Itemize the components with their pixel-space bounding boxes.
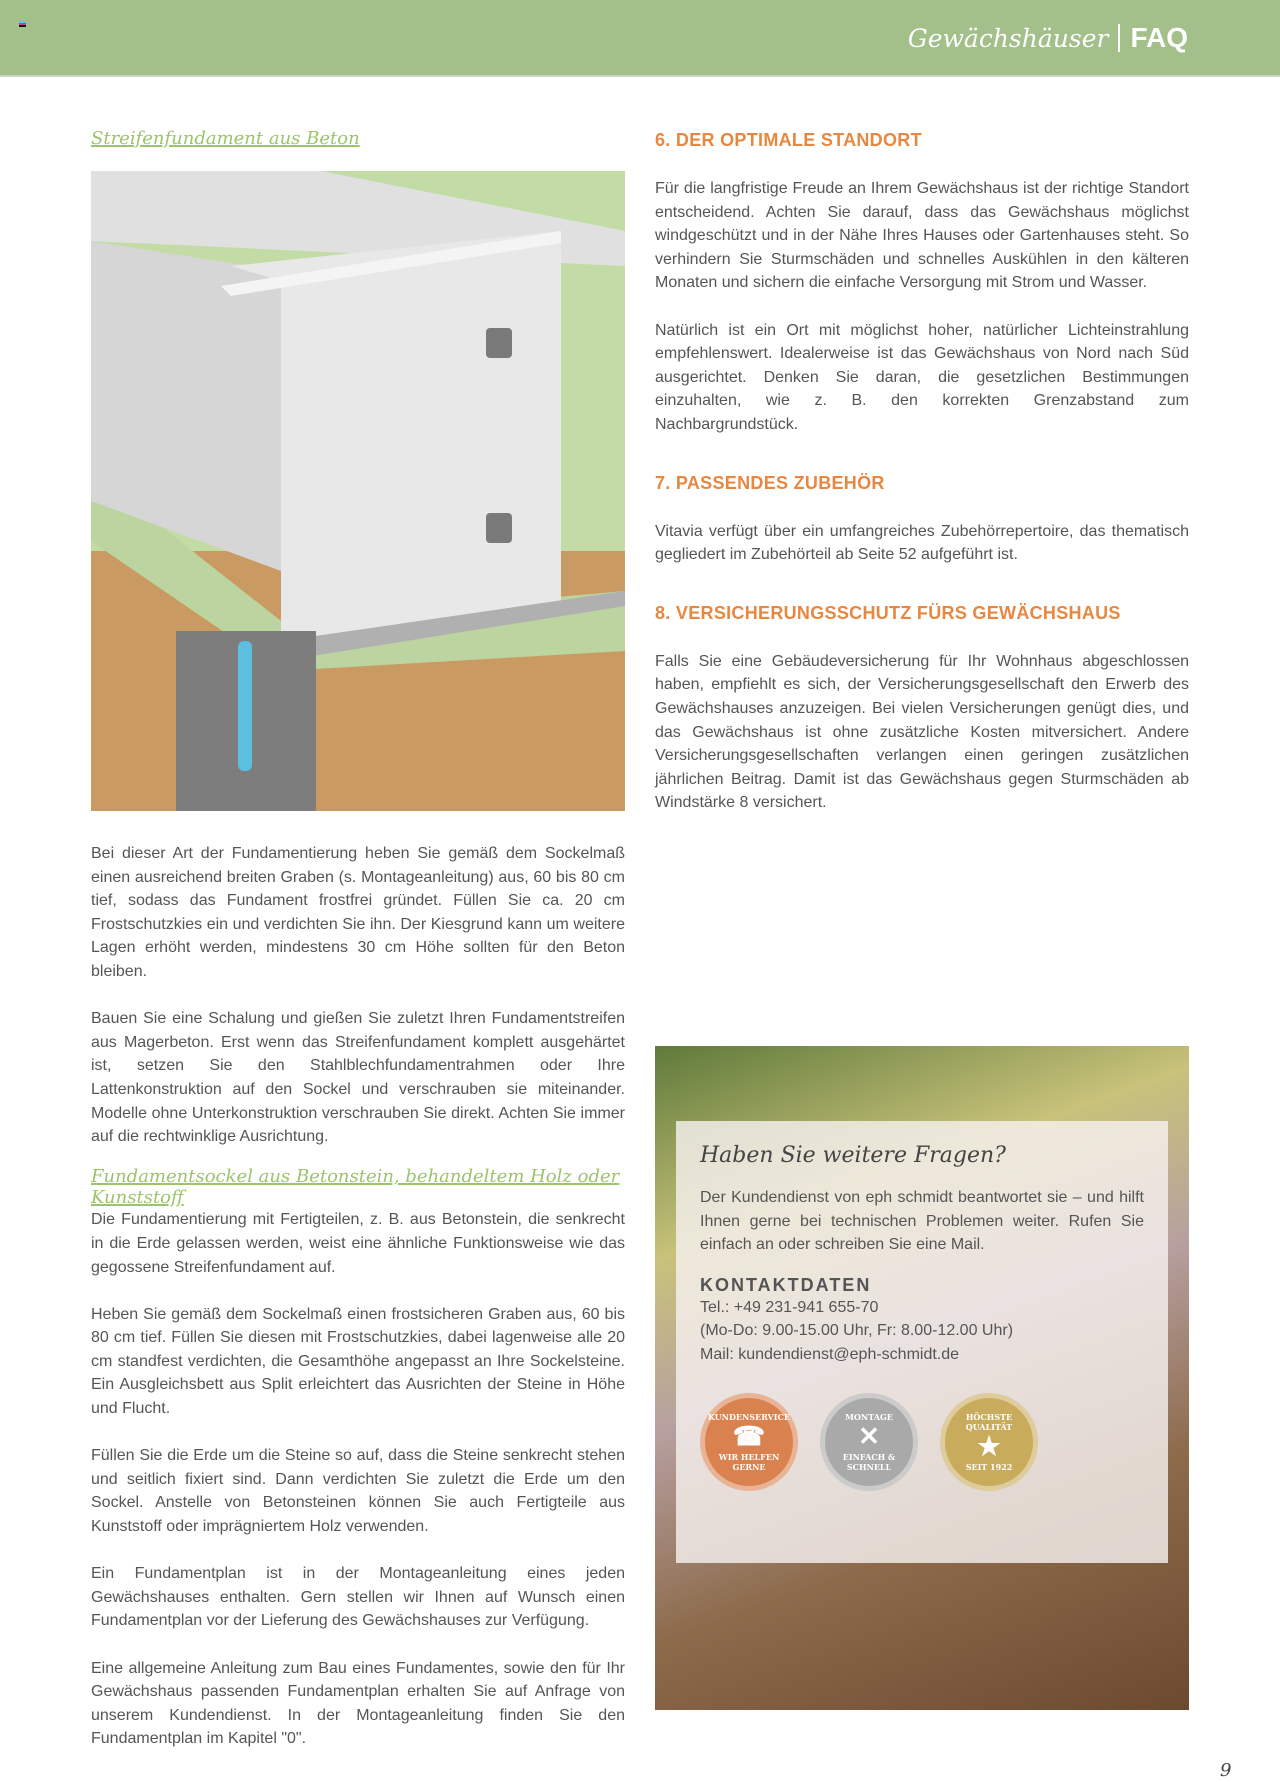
paragraph: Natürlich ist ein Ort mit möglichst hoher, natürlicher Lichteinstrahlung empfehlenswert. Idealerweise ist das Gewächshaus von Nord nach Süd ausgerichtet. Denken Sie daran, die gesetzlichen Bestimmungen einzuhalten, wie z. B. den korrekten Grenzabstand zum Nachbargrundstück. <box>655 321 1189 433</box>
qualitaet-badge <box>940 1393 1038 1491</box>
contact-title: Haben Sie weitere Fragen? <box>700 1143 1006 1168</box>
tools-icon: ✕ <box>858 1421 880 1452</box>
page-header <box>0 0 1280 77</box>
header-title <box>908 22 1188 54</box>
paragraph: Bauen Sie eine Schalung und gießen Sie zuletzt Ihren Fundamentstreifen aus Magerbeton. Erst wenn das Streifenfundament komplett ausgehärtet ist, setzen Sie den Stahlblechfundamentrahmen oder Ihre Lattenkonstruktion auf den Sockel und verschrauben sie miteinander. Modelle ohne Unterkonstruktion verschrauben Sie direkt. Achten Sie immer auf die rechtwinklige Ausrichtung. <box>91 1010 625 1146</box>
star-icon: ★ <box>977 1431 1001 1462</box>
heading-versicherung: 8. VERSICHERUNGSSCHUTZ FÜRS GEWÄCHSHAUS <box>655 602 1121 623</box>
badge-top-text: HÖCHSTE QUALITÄT <box>965 1411 1013 1432</box>
contact-hours: (Mo-Do: 9.00-15.00 Uhr, Fr: 8.00-12.00 Uhr) <box>700 1322 1014 1340</box>
paragraph: Ein Fundamentplan ist in der Montageanleitung eines jeden Gewächshauses enthalten. Gern stellen wir Ihnen auf Wunsch einen Fundamentplan vor der Lieferung des Gewächshauses zur Verfügung. <box>91 1565 625 1630</box>
section-title: Gewächshäuser <box>907 23 1109 53</box>
contact-box <box>676 1121 1168 1563</box>
paragraph: Füllen Sie die Erde um die Steine so auf, dass die Steine senkrecht stehen und seitlich fixiert sind. Dann verdichten Sie zuletzt die Erde um den Sockel. Anstelle von Betonsteinen können Sie auch Fertigteile aus Kunststoff oder imprägniertem Holz verwenden. <box>91 1447 625 1536</box>
badge-bottom-text: EINFACH & SCHNELL <box>842 1451 896 1472</box>
badge-top-text: MONTAGE <box>845 1411 893 1422</box>
badge-top-text: KUNDENSERVICE <box>708 1411 790 1422</box>
paragraph: Eine allgemeine Anleitung zum Bau eines Fundamentes, sowie den für Ihr Gewächshaus passenden Fundamentplan erhalten Sie auf Anfrage von unserem Kundendienst. In der Montageanleitung finden Sie den Fundamentplan im Kapitel "0". <box>91 1659 625 1748</box>
faq-label: FAQ <box>1130 22 1188 53</box>
phone-icon: ☎ <box>732 1421 766 1452</box>
contact-phone[interactable]: Tel.: +49 231-941 655-70 <box>700 1298 879 1316</box>
paragraph: Heben Sie gemäß dem Sockelmaß einen frostsicheren Graben aus, 60 bis 80 cm tief. Füllen Sie diesen mit Frostschutzkies, dabei lagenweise alle 20 cm standfest verdichten, die Gesamthöhe angepasst an Ihre Sockelsteine. Ein Ausgleichsbett aus Split erleichtert das Ausrichten der Steine in Höhe und Flucht. <box>91 1305 625 1418</box>
divider <box>1118 24 1120 52</box>
foundation-illustration <box>91 171 625 811</box>
heading-zubehoer: 7. PASSENDES ZUBEHÖR <box>655 472 885 493</box>
paragraph: Bei dieser Art der Fundamentierung heben Sie gemäß dem Sockelmaß einen ausreichend breiten Graben (s. Montageanleitung) aus, 60 bis 80 cm tief, sodass das Fundament frostfrei gründet. Füllen Sie ca. 20 cm Frostschutzkies ein und verdichten Sie ihn. Der Kiesgrund kann um weitere Lagen erhöht werden, mindestens 30 cm Höhe sollten für den Beton bleiben. <box>91 845 625 980</box>
montage-badge <box>820 1393 918 1491</box>
heading-standort: 6. DER OPTIMALE STANDORT <box>655 130 922 150</box>
badge-bottom-text: WIR HELFEN GERNE <box>718 1451 780 1472</box>
contact-heading: KONTAKTDATEN <box>700 1274 872 1295</box>
paragraph: Für die langfristige Freude an Ihrem Gewächshaus ist der richtige Standort entscheidend. Achten Sie darauf, dass das Gewächshaus möglichst windgeschützt und in der Nähe Ihres Hauses oder Gartenhauses steht. So verhindern Sie Sturmschäden und schnelles Auskühlen in den kälteren Monaten und sichern die einfache Versorgung mit Strom und Wasser. <box>655 180 1189 292</box>
contact-email[interactable]: Mail: kundendienst@eph-schmidt.de <box>700 1345 960 1363</box>
right-column-text <box>655 130 1189 838</box>
kundenservice-badge <box>700 1393 798 1491</box>
badge-bottom-text: SEIT 1922 <box>965 1461 1013 1472</box>
page-number: 9 <box>1220 1760 1232 1781</box>
paragraph: Die Fundamentierung mit Fertigteilen, z. B. aus Betonstein, die senkrecht in die Erde gelassen werden, weist eine ähnliche Funktionsweise wie das gegossene Streifenfundament auf. <box>91 1211 625 1276</box>
garden-photo <box>655 1046 1189 1710</box>
paragraph: Falls Sie eine Gebäudeversicherung für Ihr Wohnhaus abgeschlossen haben, empfiehlt es sich, der Versicherungsgesellschaft den Erwerb des Gewächshauses anzuzeigen. Bei vielen Versicherungen genügt dies, und das Gewächshaus ist ohne zusätzliche Kosten mitversichert. Andere Versicherungsgesellschaften verlangen einen geringen zusätzlichen jährlichen Beitrag. Damit ist das Gewächshaus gegen Sturmschäden ab Windstärke 8 versichert. <box>655 652 1189 812</box>
print-color-marks <box>19 21 26 27</box>
contact-text: Der Kundendienst von eph schmidt beantwortet sie – und hilft Ihnen gerne bei technischen Problemen weiter. Rufen Sie einfach an oder schreiben Sie eine Mail. <box>700 1189 1144 1254</box>
subheading-streifenfundament: Streifenfundament aus Beton <box>91 128 360 149</box>
paragraph: Vitavia verfügt über ein umfangreiches Zubehörrepertoire, das thematisch gegliedert im Zubehörteil ab Seite 52 aufgeführt ist. <box>655 522 1189 564</box>
left-column-text <box>91 842 625 1775</box>
subheading-fundamentsockel: Fundamentsockel aus Betonstein, behandeltem Holz oder Kunststoff <box>91 1166 620 1209</box>
